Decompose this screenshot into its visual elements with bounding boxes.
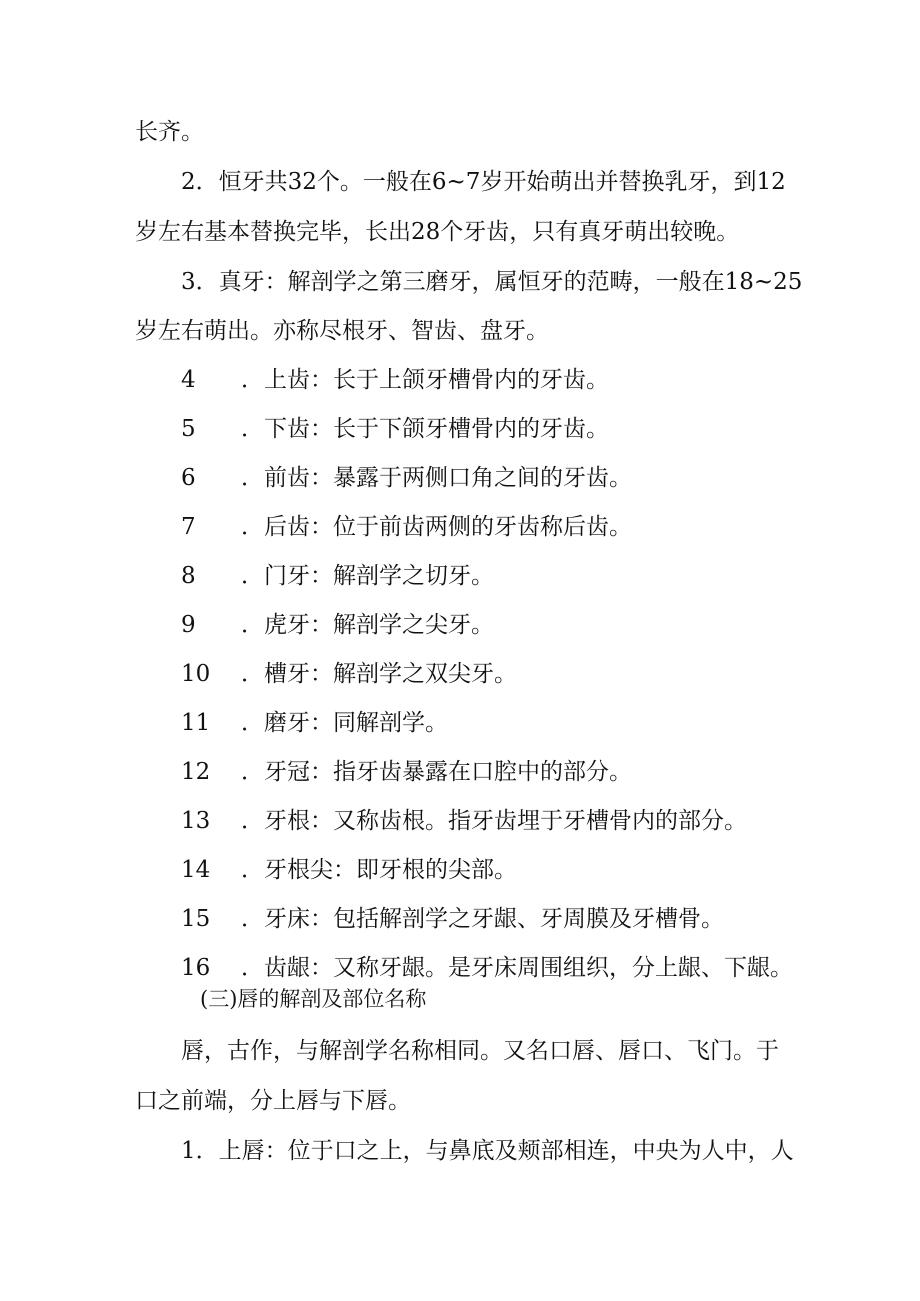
item-text: ．前齿：暴露于两侧口角之间的牙齿。 (241, 465, 632, 491)
item-number: 7 (181, 514, 196, 540)
item-number: 16 (181, 955, 211, 981)
item-number: 12 (181, 759, 211, 785)
item-text: ．牙冠：指牙齿暴露在口腔中的部分。 (241, 759, 632, 785)
paragraph-line: 长齐。 (135, 119, 204, 145)
item-number: 4 (181, 367, 196, 393)
item-text: ．门牙：解剖学之切牙。 (241, 563, 494, 589)
paragraph-line: 岁左右萌出。亦称尽根牙、智齿、盘牙。 (135, 318, 549, 344)
paragraph-line: 唇，古作，与解剖学名称相同。又名口唇、唇口、飞门。于 (181, 1038, 779, 1064)
paragraph-line: 岁左右基本替换完毕，长出28个牙齿，只有真牙萌出较晚。 (135, 219, 740, 245)
item-text: ．牙根尖：即牙根的尖部。 (241, 857, 517, 883)
paragraph-line: 1．上唇：位于口之上，与鼻底及颊部相连，中央为人中，人 (181, 1138, 794, 1164)
item-text: ．后齿：位于前齿两侧的牙齿称后齿。 (241, 514, 632, 540)
item-text: ．上齿：长于上颌牙槽骨内的牙齿。 (241, 367, 609, 393)
item-text: ．磨牙：同解剖学。 (241, 710, 448, 736)
item-text: ．槽牙：解剖学之双尖牙。 (241, 661, 517, 687)
item-text: ．下齿：长于下颌牙槽骨内的牙齿。 (241, 416, 609, 442)
item-number: 11 (181, 710, 211, 736)
item-number: 5 (181, 416, 196, 442)
paragraph-line: 口之前端，分上唇与下唇。 (135, 1088, 411, 1114)
item-text: ．牙根：又称齿根。指牙齿埋于牙槽骨内的部分。 (241, 808, 747, 834)
item-text: ．牙床：包括解剖学之牙龈、牙周膜及牙槽骨。 (241, 906, 724, 932)
item-number: 13 (181, 808, 211, 834)
section-heading: (三)唇的解剖及部位名称 (200, 987, 427, 1011)
item-number: 10 (181, 661, 211, 687)
item-text: ．齿龈：又称牙龈。是牙床周围组织，分上龈、下龈。 (241, 955, 793, 981)
item-number: 9 (181, 612, 196, 638)
paragraph-line: 3．真牙：解剖学之第三磨牙，属恒牙的范畴，一般在18~25 (181, 269, 803, 295)
paragraph-line: 2．恒牙共32个。一般在6~7岁开始萌出并替换乳牙，到12 (181, 169, 786, 195)
item-number: 15 (181, 906, 211, 932)
item-number: 8 (181, 563, 196, 589)
item-text: ．虎牙：解剖学之尖牙。 (241, 612, 494, 638)
item-number: 6 (181, 465, 196, 491)
item-number: 14 (181, 857, 211, 883)
